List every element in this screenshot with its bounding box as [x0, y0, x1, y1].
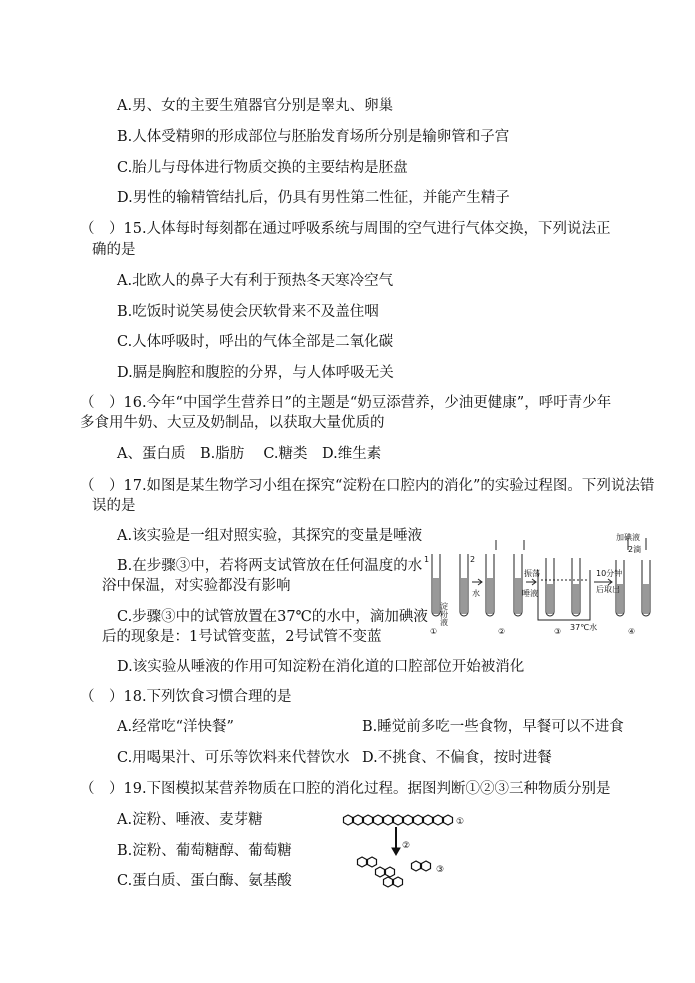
- q17-option-c-line2: 后的现象是：1号试管变蓝，2号试管不变蓝: [102, 629, 382, 645]
- q18-stem: （ ）18.下列饮食习惯合理的是: [80, 689, 292, 705]
- q18-option-c: C.用喝果汁、可乐等饮料来代替饮水: [117, 750, 350, 766]
- fig-starch-label: 淀粉液: [439, 602, 449, 626]
- fig-label-1: ①: [456, 817, 465, 827]
- q15-stem-line2: 确的是: [92, 242, 136, 258]
- fig-after-label: 后取出: [596, 585, 620, 594]
- q17-option-d: D.该实验从唾液的作用可知淀粉在消化道的口腔部位开始被消化: [117, 659, 525, 675]
- q15-stem-line1: （ ）15.人体每时每刻都在通过呼吸系统与周围的空气进行气体交换，下列说法正: [80, 221, 611, 237]
- q18-option-a: A.经常吃“洋快餐”: [117, 719, 234, 735]
- fig-step2: ②: [498, 627, 506, 636]
- fig-tube1-label: 1: [424, 555, 430, 564]
- q14-option-d: D.男性的输精管结扎后，仍具有男性第二性征，并能产生精子: [117, 190, 510, 206]
- q14-option-c: C.胎儿与母体进行物质交换的主要结构是胚盘: [117, 160, 408, 176]
- q19-option-a: A.淀粉、唾液、麦芽糖: [117, 812, 263, 828]
- q17-option-b-line2: 浴中保温，对实验都没有影响: [102, 578, 291, 594]
- chain-molecule: [344, 815, 453, 825]
- fig-iodine-label: 加碘液: [616, 533, 640, 542]
- product-molecules: [358, 857, 431, 887]
- q19-option-c: C.蛋白质、蛋白酶、氨基酸: [117, 873, 292, 889]
- q17-option-b-line1: B.在步骤③中，若将两支试管放在任何温度的水: [117, 558, 423, 574]
- q17-experiment-figure: [420, 532, 660, 640]
- fig-step1: ①: [430, 627, 438, 636]
- q16-options: A、蛋白质 B.脂肪 C.糖类 D.维生素: [117, 446, 382, 462]
- fig-saliva-label: 唾液: [522, 589, 538, 598]
- fig-water-label: 水: [472, 589, 480, 598]
- fig-shake-label: 振荡: [524, 569, 540, 578]
- q15-option-a: A.北欧人的鼻子大有利于预热冬天寒冷空气: [117, 273, 394, 289]
- fig-step4: ④: [628, 627, 636, 636]
- q19-option-b: B.淀粉、葡萄糖醇、葡萄糖: [117, 843, 292, 859]
- fig-time-label: 10分钟: [596, 569, 623, 578]
- fig-label-2: ②: [402, 841, 411, 851]
- fig-label-3: ③: [436, 865, 445, 875]
- q19-digestion-figure: [340, 810, 470, 890]
- fig-temp-label: 37℃水: [570, 623, 598, 632]
- q14-option-b: B.人体受精卵的形成部位与胚胎发育场所分别是输卵管和子宫: [117, 129, 510, 145]
- down-arrow: [392, 827, 400, 855]
- q18-option-d: D.不挑食、不偏食，按时进餐: [362, 750, 552, 766]
- q14-option-a: A.男、女的主要生殖器官分别是睾丸、卵巢: [117, 98, 394, 114]
- fig-step3: ③: [554, 627, 562, 636]
- q17-stem-line1: （ ）17.如图是某生物学习小组在探究“淀粉在口腔内的消化”的实验过程图。下列说法错: [80, 478, 655, 494]
- q17-option-c-line1: C.步骤③中的试管放置在37℃的水中，滴加碘液: [117, 609, 428, 625]
- q16-stem-line1: （ ）16.今年“中国学生营养日”的主题是“奶豆添营养，少油更健康”，呼吁青少年: [80, 395, 612, 411]
- fig-drops-label: 2滴: [628, 545, 642, 554]
- fig-tube2-label: 2: [470, 555, 476, 564]
- q15-option-c: C.人体呼吸时，呼出的气体全部是二氧化碳: [117, 334, 394, 350]
- q18-option-b: B.睡觉前多吃一些食物，早餐可以不进食: [362, 719, 624, 735]
- q15-option-d: D.膈是胸腔和腹腔的分界，与人体呼吸无关: [117, 365, 394, 381]
- q19-stem: （ ）19.下图模拟某营养物质在口腔的消化过程。据图判断①②③三种物质分别是: [80, 781, 611, 797]
- q16-stem-line2: 多食用牛奶、大豆及奶制品，以获取大量优质的: [80, 415, 385, 431]
- q17-option-a: A.该实验是一组对照实验，其探究的变量是唾液: [117, 528, 423, 544]
- q15-option-b: B.吃饭时说笑易使会厌软骨来不及盖住咽: [117, 304, 379, 320]
- q17-stem-line2: 误的是: [92, 498, 136, 514]
